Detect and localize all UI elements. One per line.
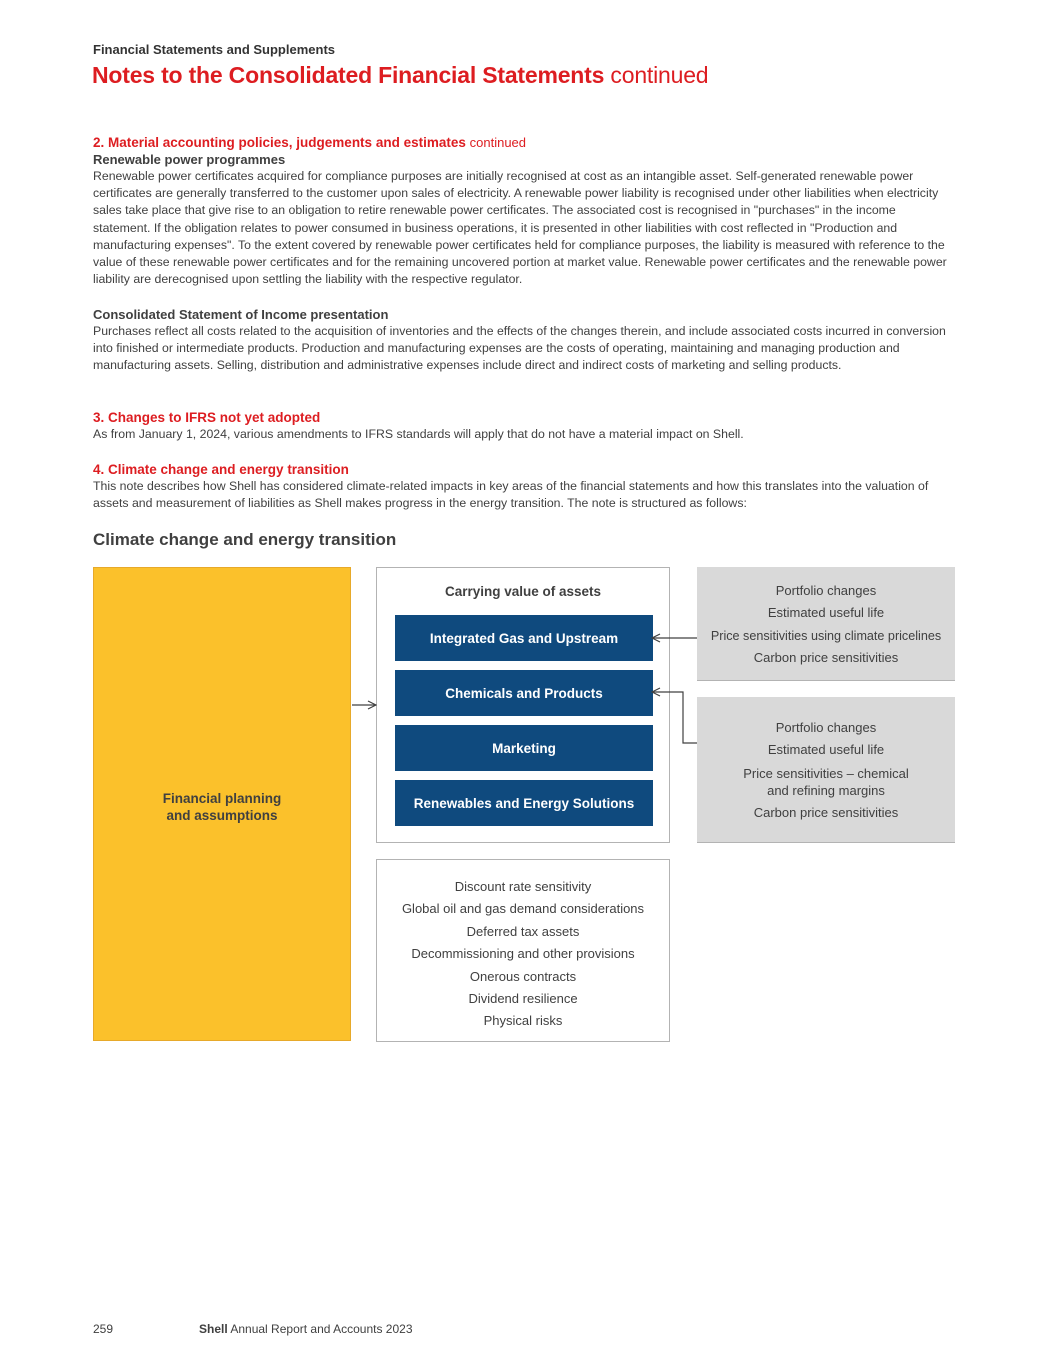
note-3-heading: 3. Changes to IFRS not yet adopted	[93, 410, 321, 425]
other-factor: Discount rate sensitivity	[454, 879, 592, 894]
note-2-heading-suffix: continued	[469, 135, 527, 150]
page-number: 259	[93, 1322, 114, 1336]
chemicals-factor: Carbon price sensitivities	[753, 804, 899, 820]
carrying-value-box	[376, 567, 670, 843]
other-factor: Onerous contracts	[469, 968, 577, 984]
note-3-section	[93, 409, 953, 443]
income-presentation-section	[93, 306, 953, 375]
chemicals-factor: Portfolio changes	[775, 720, 877, 735]
note-2-heading-text: 2. Material accounting policies, judgements and estimates	[93, 135, 466, 150]
other-factor: Deferred tax assets	[466, 923, 580, 939]
segment-integrated-gas-upstream: Integrated Gas and Upstream	[395, 615, 653, 661]
other-factors-box	[376, 859, 670, 1042]
note-3-paragraph: As from January 1, 2024, various amendments to IFRS standards will apply that do not have a material impact on Shell.	[93, 427, 744, 441]
upstream-factor: Estimated useful life	[767, 605, 885, 621]
carrying-value-title: Carrying value of assets	[444, 584, 602, 599]
renewable-power-paragraph: Renewable power certificates acquired for compliance purposes are initially recognised at cost as an intangible asset. Self-generated renewable power certificates are generally transferred to the customer upon sales of electricity. A renewable power liability is recognised under other liabilities when electricity sales take place that give rise to an obligation to retire renewable power certificates. The associated cost is recognised in "purchases" in the income statement. If the obligation relates to power consumed in business operations, it is presented in other liabilities with cost reflected in "Production and manufacturing expenses". To the extent covered by renewable power certificates held for compliance purposes, the liability is measured with reference to the value of these renewable power certificates and for the remaining uncovered portion at market value. Renewable power certificates and the renewable power liability are derecognised upon settling the liability with the respective regulator.	[93, 169, 947, 287]
chemicals-factor: Price sensitivities – chemical and refining margins	[743, 765, 909, 798]
note-4-heading: 4. Climate change and energy transition	[93, 462, 349, 477]
upstream-factor: Portfolio changes	[775, 583, 877, 598]
page-supertitle: Financial Statements and Supplements	[93, 42, 335, 57]
diagram-title: Climate change and energy transition	[93, 530, 397, 549]
financial-planning-label: Financial planning and assumptions	[162, 791, 282, 823]
other-factor: Physical risks	[483, 1013, 563, 1029]
page-title-suffix: continued	[610, 62, 709, 88]
upstream-factors-box	[697, 567, 955, 681]
income-presentation-subheading: Consolidated Statement of Income presentation	[93, 307, 389, 322]
footer-report-title: Annual Report and Accounts 2023	[230, 1322, 413, 1336]
note-2-heading	[93, 134, 953, 151]
renewable-power-subheading: Renewable power programmes	[93, 152, 286, 167]
income-presentation-paragraph: Purchases reflect all costs related to the acquisition of inventories and the effects of the changes therein, and include associated costs incurred in conversion into finished or intermediate products. Production and manufacturing expenses are the costs of operating, maintaining and managing production and manufacturing assets. Selling, distribution and administrative expenses include direct and indirect costs of marketing and selling products.	[93, 324, 946, 373]
footer-brand: Shell	[199, 1322, 228, 1336]
segment-chemicals-products: Chemicals and Products	[395, 670, 653, 716]
page-title-text: Notes to the Consolidated Financial Statements	[92, 62, 605, 88]
note-4-paragraph: This note describes how Shell has considered climate-related impacts in key areas of the financial statements and how this translates into the valuation of assets and measurement of liabilities as Shell makes progress in the energy transition. The note is structured as follows:	[93, 479, 929, 511]
segment-marketing: Marketing	[395, 725, 653, 771]
chemicals-factors-box	[697, 697, 955, 843]
other-factor: Dividend resilience	[468, 991, 578, 1007]
other-factor: Decommissioning and other provisions	[411, 946, 635, 962]
upstream-factor: Price sensitivities using climate pricelines	[710, 628, 942, 643]
segment-renewables-energy-solutions: Renewables and Energy Solutions	[395, 780, 653, 826]
note-2-section	[93, 134, 953, 288]
note-4-section	[93, 461, 953, 512]
financial-planning-box	[93, 567, 351, 1041]
page-title	[92, 62, 708, 89]
upstream-factor: Carbon price sensitivities	[753, 650, 899, 666]
other-factor: Global oil and gas demand considerations	[401, 901, 645, 917]
chemicals-factor: Estimated useful life	[767, 742, 885, 758]
footer-report	[199, 1322, 413, 1336]
